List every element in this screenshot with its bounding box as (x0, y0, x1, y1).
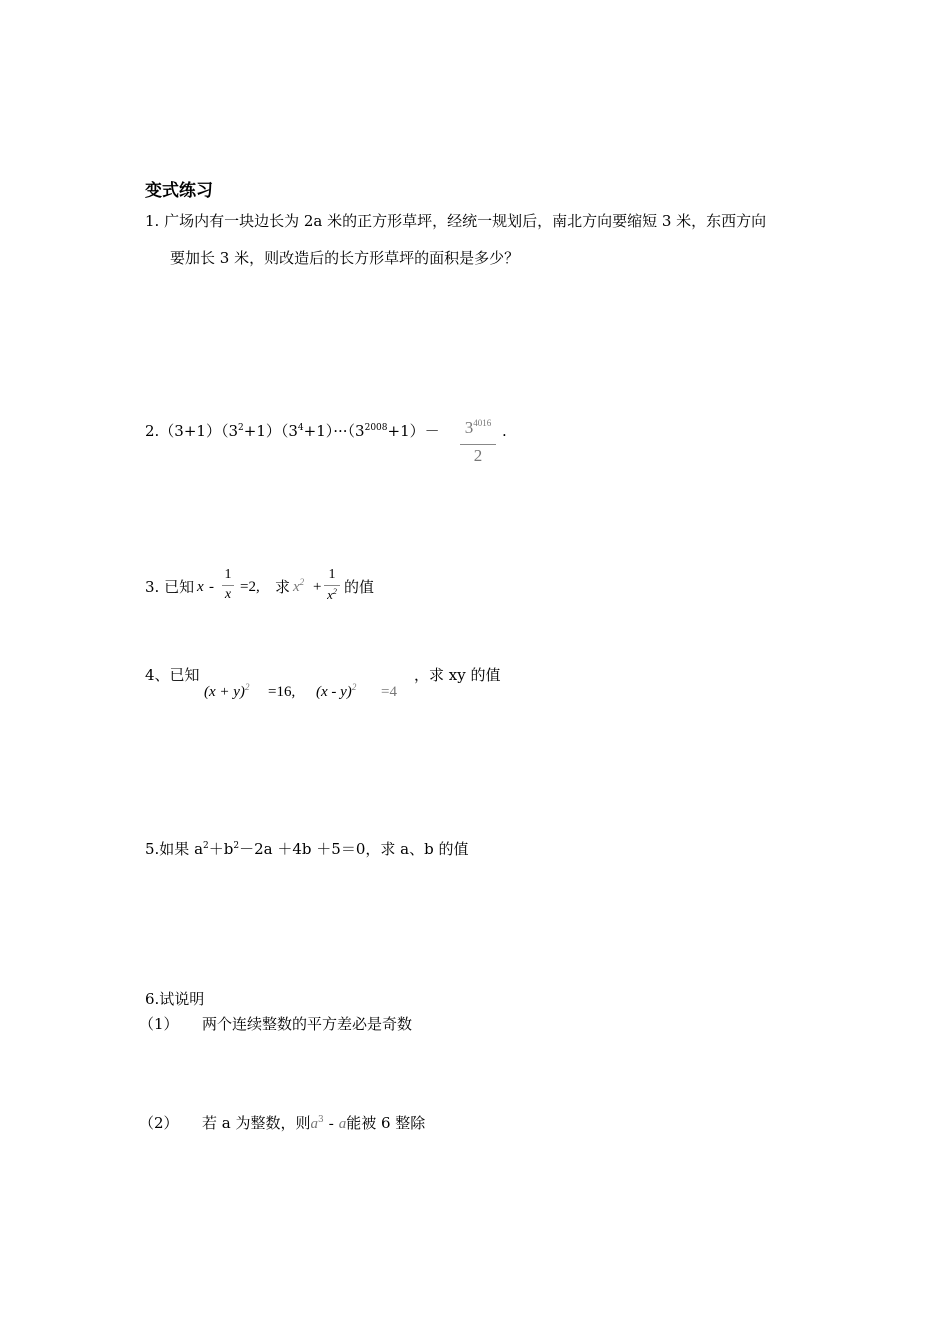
question-3-prefix: 3. 已知 (145, 578, 195, 596)
question-5: 5.如果 $a^2+b^2-2a +4b +5=0$，求 a、b 的值 (145, 840, 469, 858)
question-3-suffix: 的值 (344, 578, 375, 596)
question-3-equals: =2, (240, 579, 260, 595)
question-4-expr-2: (x - y)$^2$ (316, 682, 357, 700)
question-4-eq-2: =4 (381, 684, 397, 700)
question-6-part-1-number: （1） (139, 1015, 179, 1033)
question-4-prefix: 4、已知 (145, 666, 200, 684)
question-6-part-1-text: 两个连续整数的平方差必是奇数 (202, 1015, 413, 1033)
question-1-line-2: 要加长 3 米，则改造后的长方形草坪的面积是多少？ (170, 249, 520, 267)
question-3-minus: - (209, 579, 214, 595)
question-1-line-1: 1. 广场内有一块边长为 2a 米的正方形草坪，经统一规划后，南北方向要缩短 3 米，东西方向 (145, 212, 767, 230)
question-3-fraction-2: 1 $x^2$ (322, 567, 342, 606)
question-4-eq-1: =16, (268, 684, 296, 700)
question-6-part-2-text: 若 a 为整数，则$a^3$ - a能被 6 整除 (202, 1114, 426, 1132)
question-3-fraction: 1 x (219, 567, 237, 604)
question-3-x-squared: $x^2$ (293, 577, 305, 595)
question-3-x: x (197, 579, 204, 595)
question-4-suffix: ，求 xy 的值 (414, 666, 501, 684)
question-6-part-2-number: （2） (139, 1114, 179, 1132)
question-2-end: . (502, 422, 507, 440)
question-3-ask: 求 (275, 578, 291, 596)
question-6-heading: 6.试说明 (145, 990, 205, 1008)
question-3-plus: + (313, 579, 322, 595)
question-2-fraction: $3^{4016}$ 2 (458, 418, 498, 467)
question-2: $2.(3+1)(3^2+1)(3^4+1)\cdot\cdot\cdot(3^{2008}+1)-$ (145, 422, 440, 440)
section-title: 变式练习 (145, 181, 213, 201)
question-4-expr-1: $(x + y)^2$ (204, 682, 250, 700)
